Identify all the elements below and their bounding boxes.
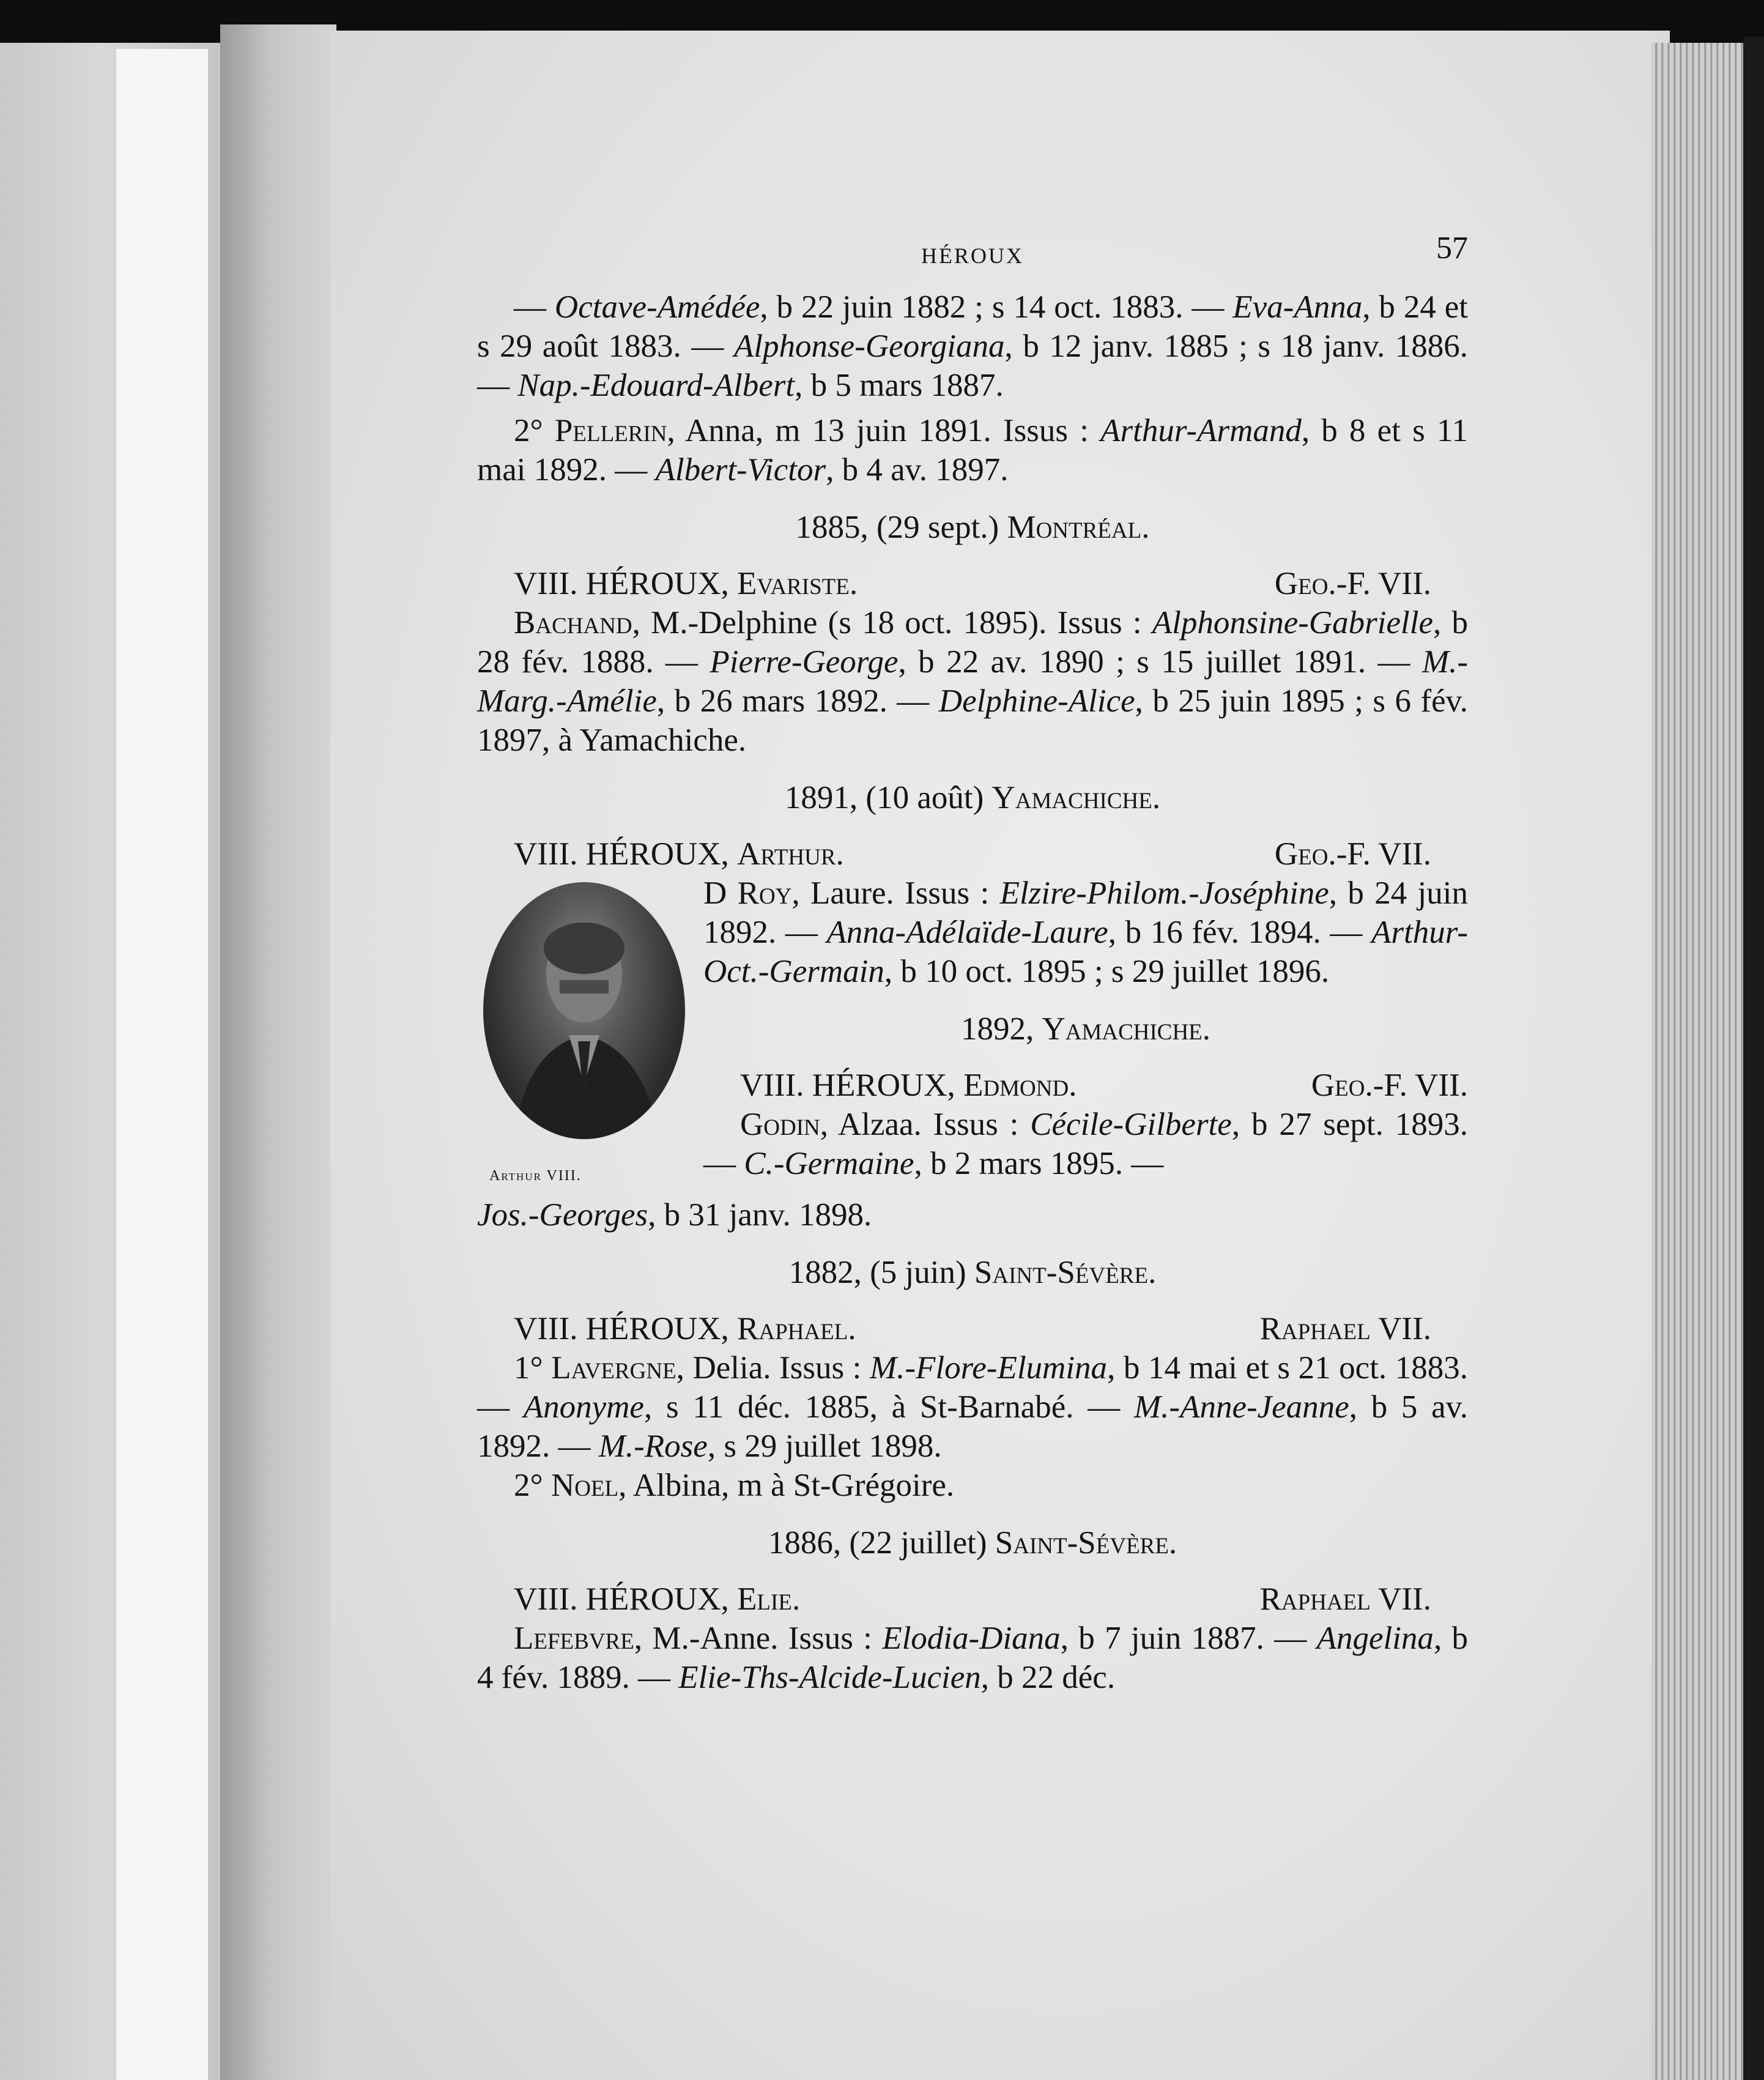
portrait-column <box>477 874 697 1195</box>
child-name: Octave-Amédée <box>554 289 760 325</box>
portrait-section <box>477 874 1468 1195</box>
text-run: , b 4 fév. 1889. — <box>477 1621 1469 1695</box>
child-name: Cécile-Gilberte <box>1030 1107 1232 1142</box>
text-run: 1886, (22 juillet) <box>768 1525 995 1561</box>
child-name: Arthur-Oct.-Germain <box>703 915 1469 989</box>
page-header <box>477 226 1468 288</box>
second-marriage-paragraph <box>477 1466 1468 1505</box>
entry-heading-parent: Geo.-F. VII. <box>1274 566 1431 601</box>
text-run: 1892, <box>960 1011 1042 1047</box>
child-name: Elzire-Philom.-Joséphine <box>999 875 1329 911</box>
text-run: , M.-Delphine (s 18 oct. 1895). Issus : <box>632 605 1152 641</box>
text-run: , Laure. Issus : <box>791 875 1000 911</box>
text-run: , b 22 déc. <box>980 1660 1116 1695</box>
text-run: , s 11 déc. 1885, à St-Barnabé. — <box>643 1389 1135 1425</box>
portrait-caption: Arthur VIII. <box>489 1168 582 1184</box>
child-name: M.-Marg.-Amélie <box>477 644 1468 719</box>
entry-heading-parent: Raphael VII. <box>1259 1311 1431 1346</box>
child-name: Jos.-Georges <box>477 1197 648 1233</box>
entry-heading <box>514 1580 1431 1619</box>
entry-paragraph <box>703 874 1468 991</box>
given-name: Arthur. <box>737 836 844 872</box>
text-run: VIII. HÉROUX, <box>514 836 738 872</box>
text-run: , b 12 janv. 1885 ; s 18 janv. 1886. — <box>477 329 1469 403</box>
text-run: , b 25 juin 1895 ; s 6 fév. 1897, à Yamachiche. <box>477 683 1468 758</box>
entry-heading-parent: Geo.-F. VII. <box>1311 1068 1468 1103</box>
text-run: , b 26 mars 1892. — <box>656 683 939 719</box>
child-name: M.-Rose <box>598 1428 708 1464</box>
given-name: Raphael. <box>737 1311 856 1346</box>
text-run: , b 5 av. 1892. — <box>477 1389 1469 1464</box>
text-run: 1891, (10 août) <box>784 780 992 815</box>
text-run: , b 28 fév. 1888. — <box>477 605 1468 680</box>
child-name: M.-Flore-Elumina <box>869 1350 1108 1386</box>
text-run: , Albina, m à St-Grégoire. <box>618 1468 955 1503</box>
text-run: — <box>514 289 555 325</box>
text-run: , b 16 fév. 1894. — <box>1108 915 1372 950</box>
spouse-name: Lavergne <box>551 1350 676 1386</box>
text-run: 2° <box>514 413 555 448</box>
text-run: VIII. HÉROUX, <box>514 1311 738 1346</box>
spouse-name: Godin <box>740 1107 820 1142</box>
child-name: Elie-Ths-Alcide-Lucien <box>678 1660 981 1695</box>
entry-paragraph <box>477 1619 1468 1697</box>
page-text-block <box>477 226 1468 1697</box>
child-name: Eva-Anna <box>1232 289 1363 325</box>
marriage-date-line <box>477 778 1468 817</box>
spouse-name: Roy <box>737 875 792 911</box>
child-name: Alphonse-Georgiana <box>733 329 1005 364</box>
text-run: , b 24 juin 1892. — <box>703 875 1468 950</box>
book-gutter <box>220 24 336 2080</box>
second-marriage-paragraph <box>477 411 1468 489</box>
portrait-side-text <box>697 874 1468 1183</box>
place-name: Yamachiche. <box>1042 1011 1211 1047</box>
text-run: , b 5 mars 1887. <box>795 368 1004 403</box>
left-page-white-strip <box>116 49 208 2080</box>
text-run: , Delia. Issus : <box>676 1350 870 1386</box>
text-run: , b 27 sept. 1893. — <box>703 1107 1468 1181</box>
child-name: Angelina <box>1316 1621 1434 1656</box>
marriage-date-line <box>477 508 1468 547</box>
text-run: , Anna, m 13 juin 1891. Issus : <box>667 413 1101 448</box>
marriage-date-line <box>477 1523 1468 1562</box>
child-name: Nap.-Edouard-Albert <box>517 368 795 403</box>
text-run: 1882, (5 juin) <box>788 1255 974 1290</box>
child-name: C.-Germaine <box>744 1146 914 1181</box>
entry-heading-name <box>514 564 858 603</box>
running-title: HÉROUX <box>921 243 1024 268</box>
text-run: , b 8 et s 11 mai 1892. — <box>477 413 1468 488</box>
text-run: , Alzaa. Issus : <box>820 1107 1031 1142</box>
scan-border <box>1743 37 1764 2080</box>
portrait-figure <box>483 882 685 1139</box>
child-name: Arthur-Armand <box>1100 413 1302 448</box>
entry-heading <box>514 1309 1431 1348</box>
entry-paragraph-continued <box>477 1195 1468 1235</box>
place-name: Saint-Sévère. <box>995 1525 1177 1561</box>
portrait-photo <box>483 882 685 1139</box>
entry-paragraph <box>703 1105 1468 1183</box>
given-name: Evariste. <box>737 566 858 601</box>
child-name: Pierre-George <box>710 644 899 680</box>
entry-heading-name <box>514 1309 856 1348</box>
text-run: , b 22 juin 1882 ; s 14 oct. 1883. — <box>760 289 1233 325</box>
place-name: Montréal. <box>1007 510 1150 545</box>
given-name: Elie. <box>737 1581 801 1617</box>
entry-paragraph <box>477 1348 1468 1466</box>
spouse-name: Noel <box>550 1468 619 1503</box>
entry-heading-name <box>514 834 844 874</box>
text-run: , b 7 juin 1887. — <box>1060 1621 1317 1656</box>
text-run: , b 24 et s 29 août 1883. — <box>477 289 1468 364</box>
place-name: Yamachiche. <box>991 780 1161 815</box>
child-name: M.-Anne-Jeanne <box>1134 1389 1349 1425</box>
text-run: , b 10 oct. 1895 ; s 29 juillet 1896. <box>884 954 1330 989</box>
page-stack-edge <box>1651 43 1743 2080</box>
entry-heading-name <box>514 1580 800 1619</box>
entry-paragraph <box>477 603 1468 760</box>
marriage-date-line <box>477 1253 1468 1292</box>
spouse-name: Bachand <box>514 605 632 641</box>
entry-heading-name <box>740 1066 1077 1105</box>
page-number: 57 <box>1436 231 1468 266</box>
entry-heading <box>514 834 1431 874</box>
entry-heading-parent: Geo.-F. VII. <box>1274 836 1431 872</box>
spouse-name: Lefebvre <box>514 1621 634 1656</box>
entry-heading <box>514 564 1431 603</box>
text-run: , s 29 juillet 1898. <box>707 1428 942 1464</box>
text-run: VIII. HÉROUX, <box>514 1581 738 1617</box>
entry-heading-parent: Raphael VII. <box>1259 1581 1431 1617</box>
marriage-date-line <box>703 1009 1468 1049</box>
child-name: Elodia-Diana <box>882 1621 1061 1656</box>
text-run: 1885, (29 sept.) <box>795 510 1007 545</box>
text-run: 2° <box>514 1468 551 1503</box>
given-name: Edmond. <box>963 1068 1077 1103</box>
text-run: , b 14 mai et s 21 oct. 1883. — <box>477 1350 1468 1425</box>
continuation-paragraph <box>477 288 1468 405</box>
text-run: VIII. HÉROUX, <box>514 566 738 601</box>
place-name: Saint-Sévère. <box>974 1255 1157 1290</box>
text-run: VIII. HÉROUX, <box>740 1068 964 1103</box>
marker-glyph: D <box>703 875 738 911</box>
child-name: Anna-Adélaïde-Laure <box>826 915 1108 950</box>
child-name: Anonyme <box>523 1389 644 1425</box>
entry-heading <box>740 1066 1468 1105</box>
text-run: , b 31 janv. 1898. <box>648 1197 872 1233</box>
text-run: , b 4 av. 1897. <box>826 452 1009 488</box>
text-run: , b 22 av. 1890 ; s 15 juillet 1891. — <box>898 644 1422 680</box>
text-run: 1° <box>514 1350 552 1386</box>
child-name: Delphine-Alice <box>938 683 1135 719</box>
spouse-name: Pellerin <box>554 413 667 448</box>
text-run: , b 2 mars 1895. — <box>914 1146 1164 1181</box>
child-name: Albert-Victor <box>655 452 826 488</box>
text-run: , M.-Anne. Issus : <box>634 1621 883 1656</box>
child-name: Alphonsine-Gabrielle <box>1152 605 1434 641</box>
